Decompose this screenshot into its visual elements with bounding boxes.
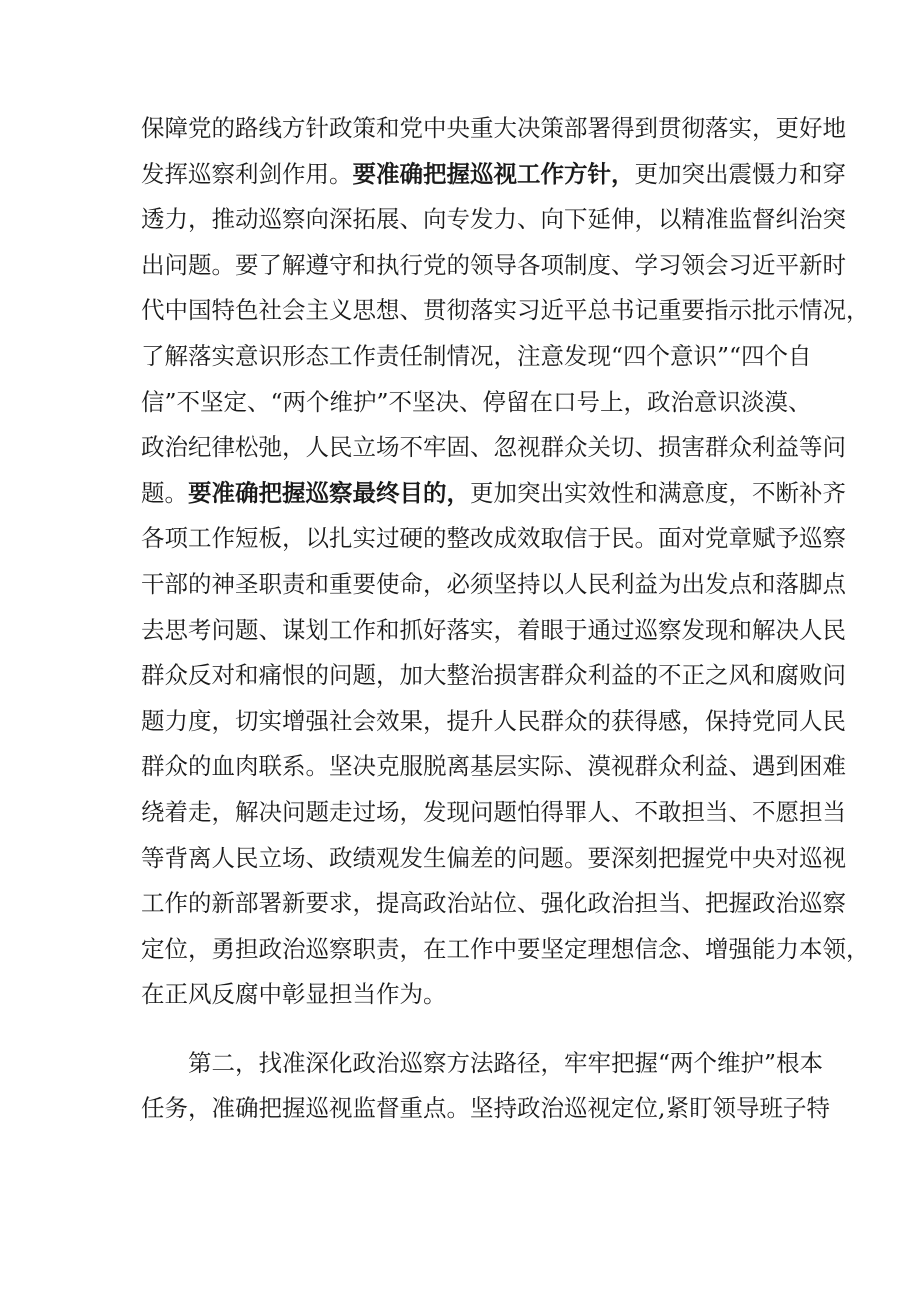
text-line — [141, 1086, 830, 1132]
text-line — [141, 836, 846, 882]
text-line — [141, 334, 812, 380]
text-segment: 题。 — [141, 478, 188, 507]
text-line — [141, 562, 846, 608]
text-segment: 绕着走，解决问题走过场，发现问题怕得罪人、不敢担当、不愿担当 — [141, 797, 846, 826]
text-line — [141, 425, 846, 471]
text-line — [141, 380, 812, 426]
text-segment: 在正风反腐中彰显担当作为。 — [141, 980, 447, 1009]
text-segment: 了解落实意识形态工作责任制情况，注意发现“四个意识”“四个自 — [141, 341, 812, 370]
document-body — [141, 106, 870, 1132]
bold-phrase: 要准确把握巡察最终目的， — [188, 478, 470, 507]
paragraph-2 — [141, 1041, 830, 1132]
text-segment: 各项工作短板，以扎实过硬的整改成效取信于民。面对党章赋予巡察 — [141, 524, 846, 553]
text-segment: 代中国特色社会主义思想、贯彻落实习近平总书记重要指示批示情况， — [141, 296, 870, 325]
text-line — [141, 516, 846, 562]
text-line — [141, 790, 846, 836]
text-line — [141, 288, 870, 334]
text-line — [141, 106, 846, 152]
text-line — [141, 471, 846, 517]
text-segment: 定位，勇担政治巡察职责，在工作中要坚定理想信念、增强能力本领， — [141, 934, 870, 963]
text-line — [141, 608, 846, 654]
text-line — [141, 881, 846, 927]
text-line — [141, 197, 846, 243]
text-segment: 政治纪律松弛，人民立场不牢固、忽视群众关切、损害群众利益等问 — [141, 433, 846, 462]
text-segment: 保障党的路线方针政策和党中央重大决策部署得到贯彻落实，更好地 — [141, 114, 846, 142]
text-segment: 群众反对和痛恨的问题，加大整治损害群众利益的不正之风和腐败问 — [141, 661, 846, 690]
text-segment: 发挥巡察利剑作用。 — [141, 159, 353, 188]
text-segment: 出问题。要了解遵守和执行党的领导各项制度、学习领会习近平新时 — [141, 250, 846, 279]
text-line — [141, 699, 846, 745]
paragraph-gap — [141, 1018, 801, 1041]
text-line — [141, 653, 846, 699]
text-line — [141, 927, 870, 973]
text-segment: 工作的新部署新要求，提高政治站位、强化政治担当、把握政治巡察 — [141, 889, 846, 918]
text-segment: 等背离人民立场、政绩观发生偏差的问题。要深刻把握党中央对巡视 — [141, 843, 846, 872]
text-line — [141, 1041, 824, 1087]
text-segment: 信”不坚定、“两个维护”不坚决、停留在口号上，政治意识淡漠、 — [141, 387, 812, 416]
text-segment: 更加突出实效性和满意度，不断补齐 — [470, 478, 846, 507]
text-segment: 干部的神圣职责和重要使命，必须坚持以人民利益为出发点和落脚点 — [141, 569, 846, 598]
text-line — [141, 744, 846, 790]
text-segment: 透力，推动巡察向深拓展、向专发力、向下延伸，以精准监督纠治突 — [141, 205, 846, 234]
bold-phrase: 要准确把握巡视工作方针， — [352, 159, 635, 188]
text-segment: 题力度，切实增强社会效果，提升人民群众的获得感，保持党同人民 — [141, 706, 846, 735]
text-line — [141, 243, 846, 289]
text-line — [141, 972, 801, 1018]
text-segment: 去思考问题、谋划工作和抓好落实，着眼于通过巡察发现和解决人民 — [141, 615, 846, 644]
text-line — [141, 152, 846, 198]
text-segment: 群众的血肉联系。坚决克服脱离基层实际、漠视群众利益、遇到困难 — [141, 752, 846, 781]
text-segment: 任务，准确把握巡视监督重点。坚持政治巡视定位,紧盯领导班子特 — [141, 1094, 830, 1123]
text-segment: 第二，找准深化政治巡察方法路径，牢牢把握“两个维护”根本 — [188, 1048, 824, 1077]
text-segment: 更加突出震慑力和穿 — [634, 159, 846, 188]
paragraph-1 — [141, 106, 870, 1018]
